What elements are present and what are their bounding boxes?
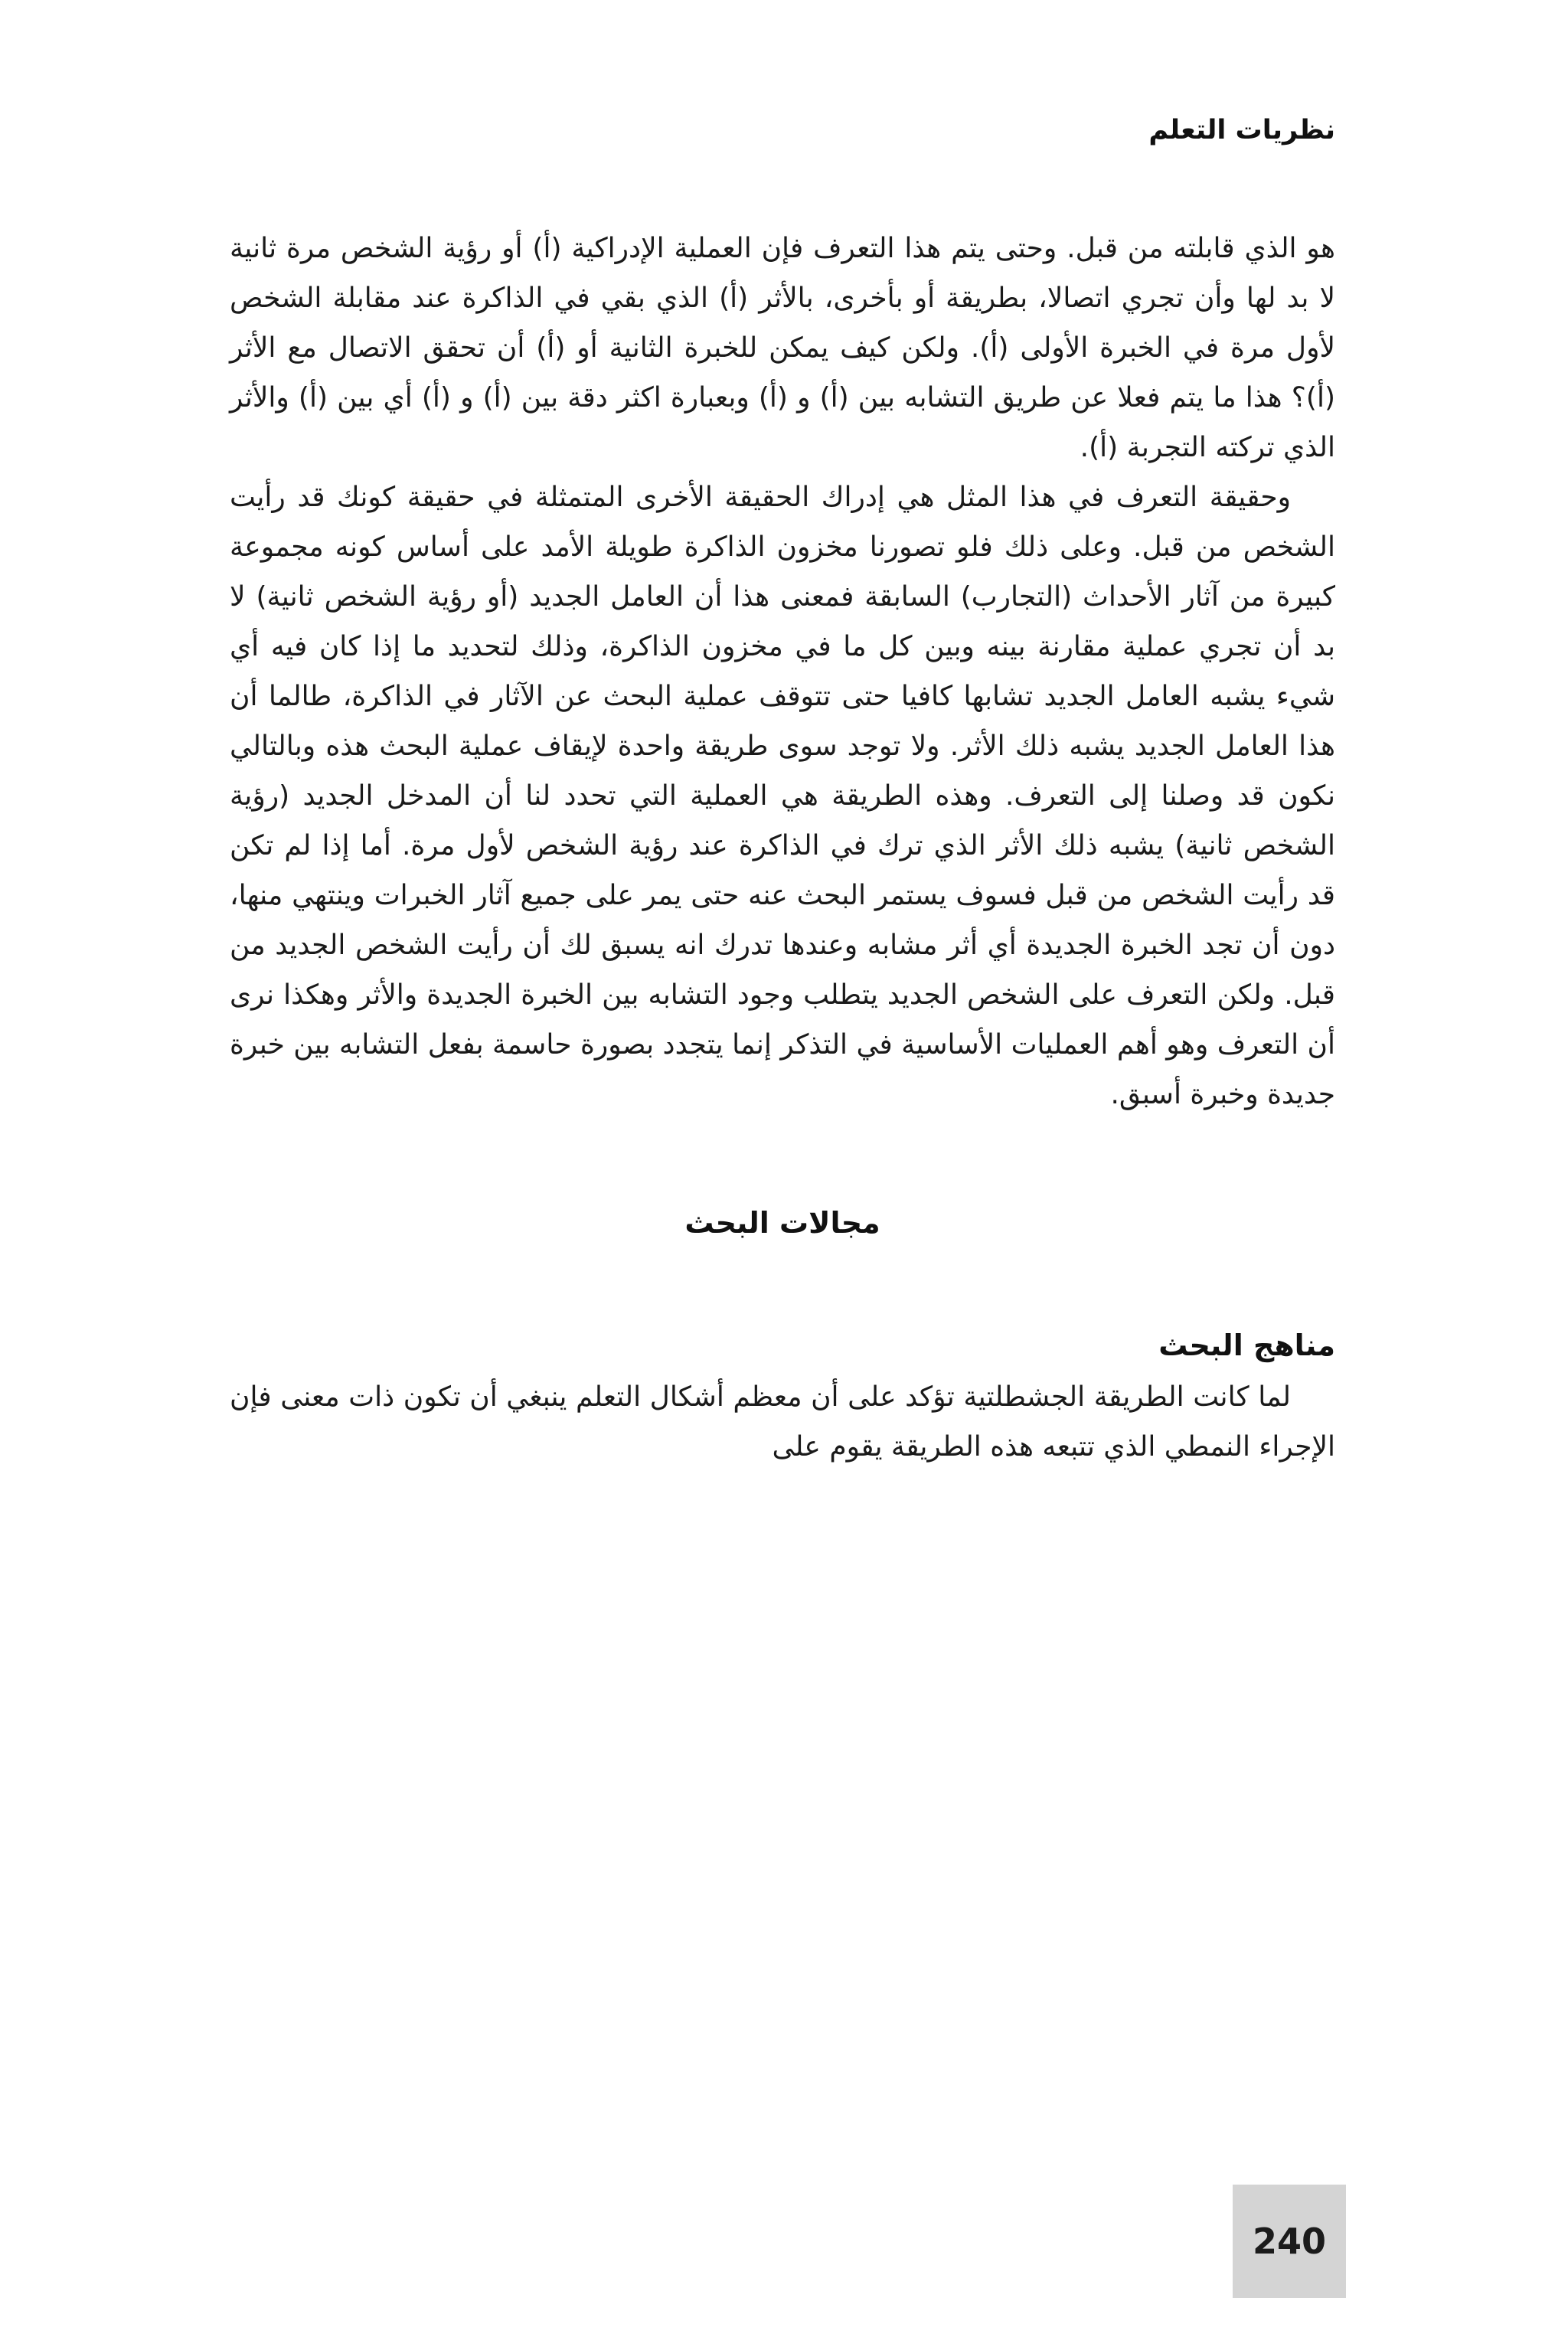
body-paragraph: وحقيقة التعرف في هذا المثل هي إدراك الحقيقة الأخرى المتمثلة في حقيقة كونك قد رأيت الشخص من قبل. وعلى ذلك فلو تصورنا مخزون الذاكرة طويلة الأمد على أساس كونه مجموعة كبيرة من آثار الأحداث (التجارب) السابقة فمعنى هذا أن العامل الجديد (أو رؤية الشخص ثانية) لا بد أن تجري عملية مقارنة بينه وبين كل ما في مخزون الذاكرة، وذلك لتحديد ما إذا كان فيه أي شيء يشبه العامل الجديد تشابها كافيا حتى تتوقف عملية البحث عن الآثار في الذاكرة، طالما أن هذا العامل الجديد يشبه ذلك الأثر. ولا توجد سوى طريقة واحدة لإيقاف عملية البحث هذه وبالتالي نكون قد وصلنا إلى التعرف. وهذه الطريقة هي العملية التي تحدد لنا أن المدخل الجديد (رؤية الشخص ثانية) يشبه ذلك الأثر الذي ترك في الذاكرة عند رؤية الشخص لأول مرة. أما إذا لم تكن قد رأيت الشخص من قبل فسوف يستمر البحث عنه حتى يمر على جميع آثار الخبرات وينتهي منها، دون أن تجد الخبرة الجديدة أي أثر مشابه وعندها تدرك انه يسبق لك أن رأيت الشخص الجديد من قبل. ولكن التعرف على الشخص الجديد يتطلب وجود التشابه بين الخبرة الجديدة والأثر وهكذا نرى أن التعرف وهو أهم العمليات الأساسية في التذكر إنما يتجدد بصورة حاسمة بفعل التشابه بين خبرة جديدة وخبرة أسبق.	[230, 482, 1335, 1110]
body-paragraph: هو الذي قابلته من قبل. وحتى يتم هذا التعرف فإن العملية الإدراكية (أ) أو رؤية الشخص مرة ثانية لا بد لها وأن تجري اتصالا، بطريقة أو بأخرى، بالأثر (أ) الذي بقي في الذاكرة عند مقابلة الشخص لأول مرة في الخبرة الأولى (أ). ولكن كيف يمكن للخبرة الثانية أو (أ) أن تحقق الاتصال مع الأثر (أ)؟ هذا ما يتم فعلا عن طريق التشابه بين (أ) و (أ) وبعبارة اكثر دقة بين (أ) و (أ) أي بين (أ) والأثر الذي تركته التجربة (أ).	[230, 233, 1335, 463]
running-header-title: نظريات التعلم	[1148, 115, 1335, 145]
page-body	[230, 224, 1335, 1472]
page-number-box	[1233, 2185, 1346, 2298]
subsection-heading: مناهج البحث	[1158, 1329, 1335, 1362]
section-heading: مجالات البحث	[684, 1206, 880, 1240]
body-paragraph: لما كانت الطريقة الجشطلتية تؤكد على أن معظم أشكال التعلم ينبغي أن تكون ذات معنى فإن الإجراء النمطي الذي تتبعه هذه الطريقة يقوم على	[230, 1381, 1335, 1463]
page-number: 240	[1252, 2221, 1327, 2262]
